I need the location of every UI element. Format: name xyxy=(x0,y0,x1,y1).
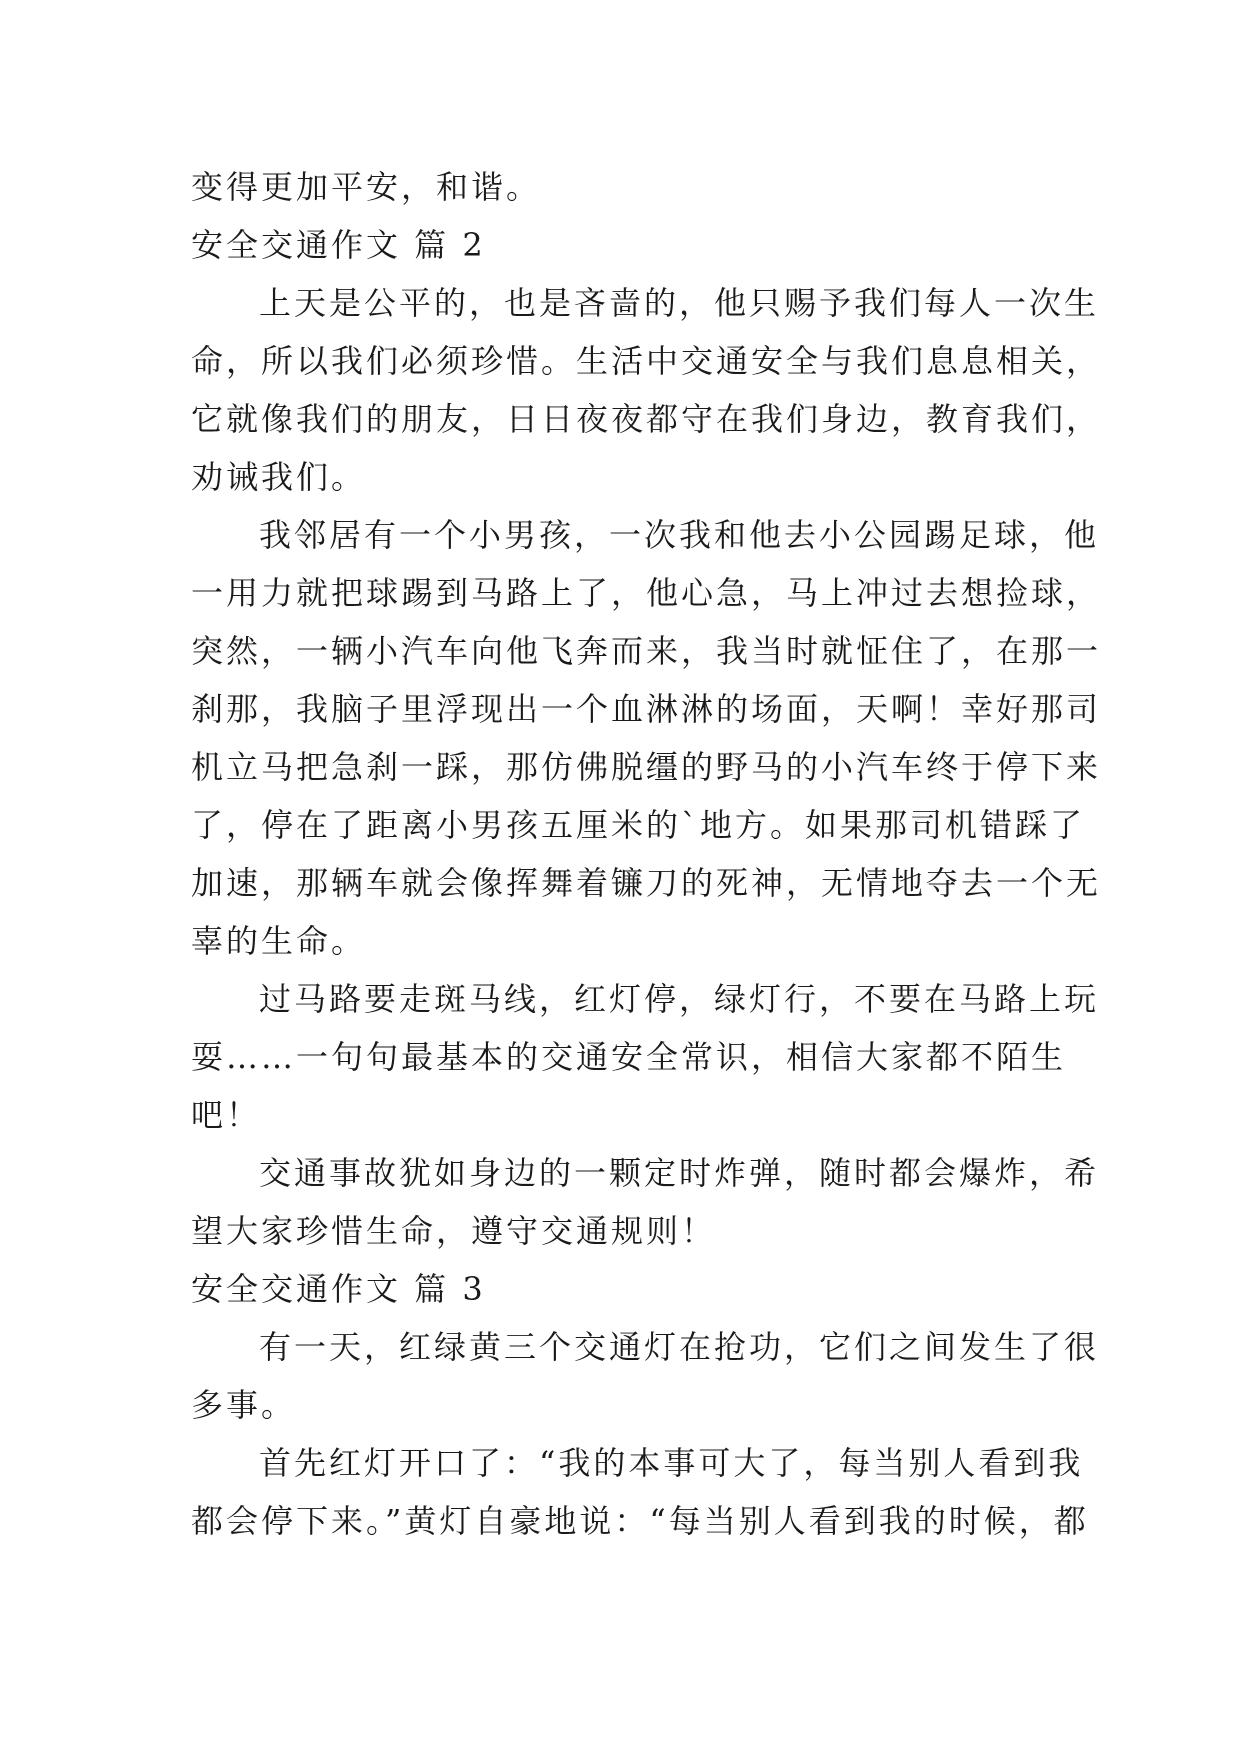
text-line: 一用力就把球踢到马路上了，他心急，马上冲过去想捡球， xyxy=(191,574,1102,612)
text-line: 辜的生命。 xyxy=(191,922,367,960)
text-line: 过马路要走斑马线，红灯停，绿灯行，不要在马路上玩 xyxy=(259,980,1100,1018)
section-heading: 安全交通作文 篇 3 xyxy=(191,1270,486,1308)
text-line: 变得更加平安，和谐。 xyxy=(191,168,542,206)
text-line: 突然，一辆小汽车向他飞奔而来，我当时就怔住了，在那一 xyxy=(191,632,1102,670)
text-line: 多事。 xyxy=(191,1386,297,1424)
text-line: 耍……一句句最基本的交通安全常识，相信大家都不陌生 xyxy=(191,1038,1067,1076)
text-line: 上天是公平的，也是吝啬的，他只赐予我们每人一次生 xyxy=(259,284,1100,322)
paragraph xyxy=(191,970,1100,1144)
text-line: 首先红灯开口了：“我的本事可大了，每当别人看到我 xyxy=(259,1444,1084,1482)
text-line: 命，所以我们必须珍惜。生活中交通安全与我们息息相关， xyxy=(191,342,1102,380)
text-line: 了，停在了距离小男孩五厘米的`地方。如果那司机错踩了 xyxy=(191,806,1086,844)
text-line: 劝诫我们。 xyxy=(191,458,367,496)
text-line: 加速，那辆车就会像挥舞着镰刀的死神，无情地夺去一个无 xyxy=(191,864,1102,902)
text-line: 有一天，红绿黄三个交通灯在抢功，它们之间发生了很 xyxy=(259,1328,1100,1366)
paragraph xyxy=(191,506,1102,970)
text-line: 机立马把急刹一踩，那仿佛脱缰的野马的小汽车终于停下来 xyxy=(191,748,1102,786)
paragraph xyxy=(191,1144,1100,1260)
text-line: 刹那，我脑子里浮现出一个血淋淋的场面，天啊！幸好那司 xyxy=(191,690,1102,728)
text-line: 我邻居有一个小男孩，一次我和他去小公园踢足球，他 xyxy=(259,516,1100,554)
paragraph xyxy=(191,274,1102,506)
text-line: 它就像我们的朋友，日日夜夜都守在我们身边，教育我们， xyxy=(191,400,1102,438)
document-body xyxy=(191,158,1102,1550)
text-line: 交通事故犹如身边的一颗定时炸弹，随时都会爆炸，希 xyxy=(259,1154,1100,1192)
text-line: 都会停下来。”黄灯自豪地说：“每当别人看到我的时候，都 xyxy=(191,1502,1089,1540)
text-line: 吧！ xyxy=(191,1096,262,1134)
paragraph xyxy=(191,158,1061,216)
paragraph xyxy=(191,1434,1089,1550)
text-line: 望大家珍惜生命，遵守交通规则！ xyxy=(191,1212,717,1250)
paragraph xyxy=(191,1318,1100,1434)
section-heading: 安全交通作文 篇 2 xyxy=(191,226,486,264)
